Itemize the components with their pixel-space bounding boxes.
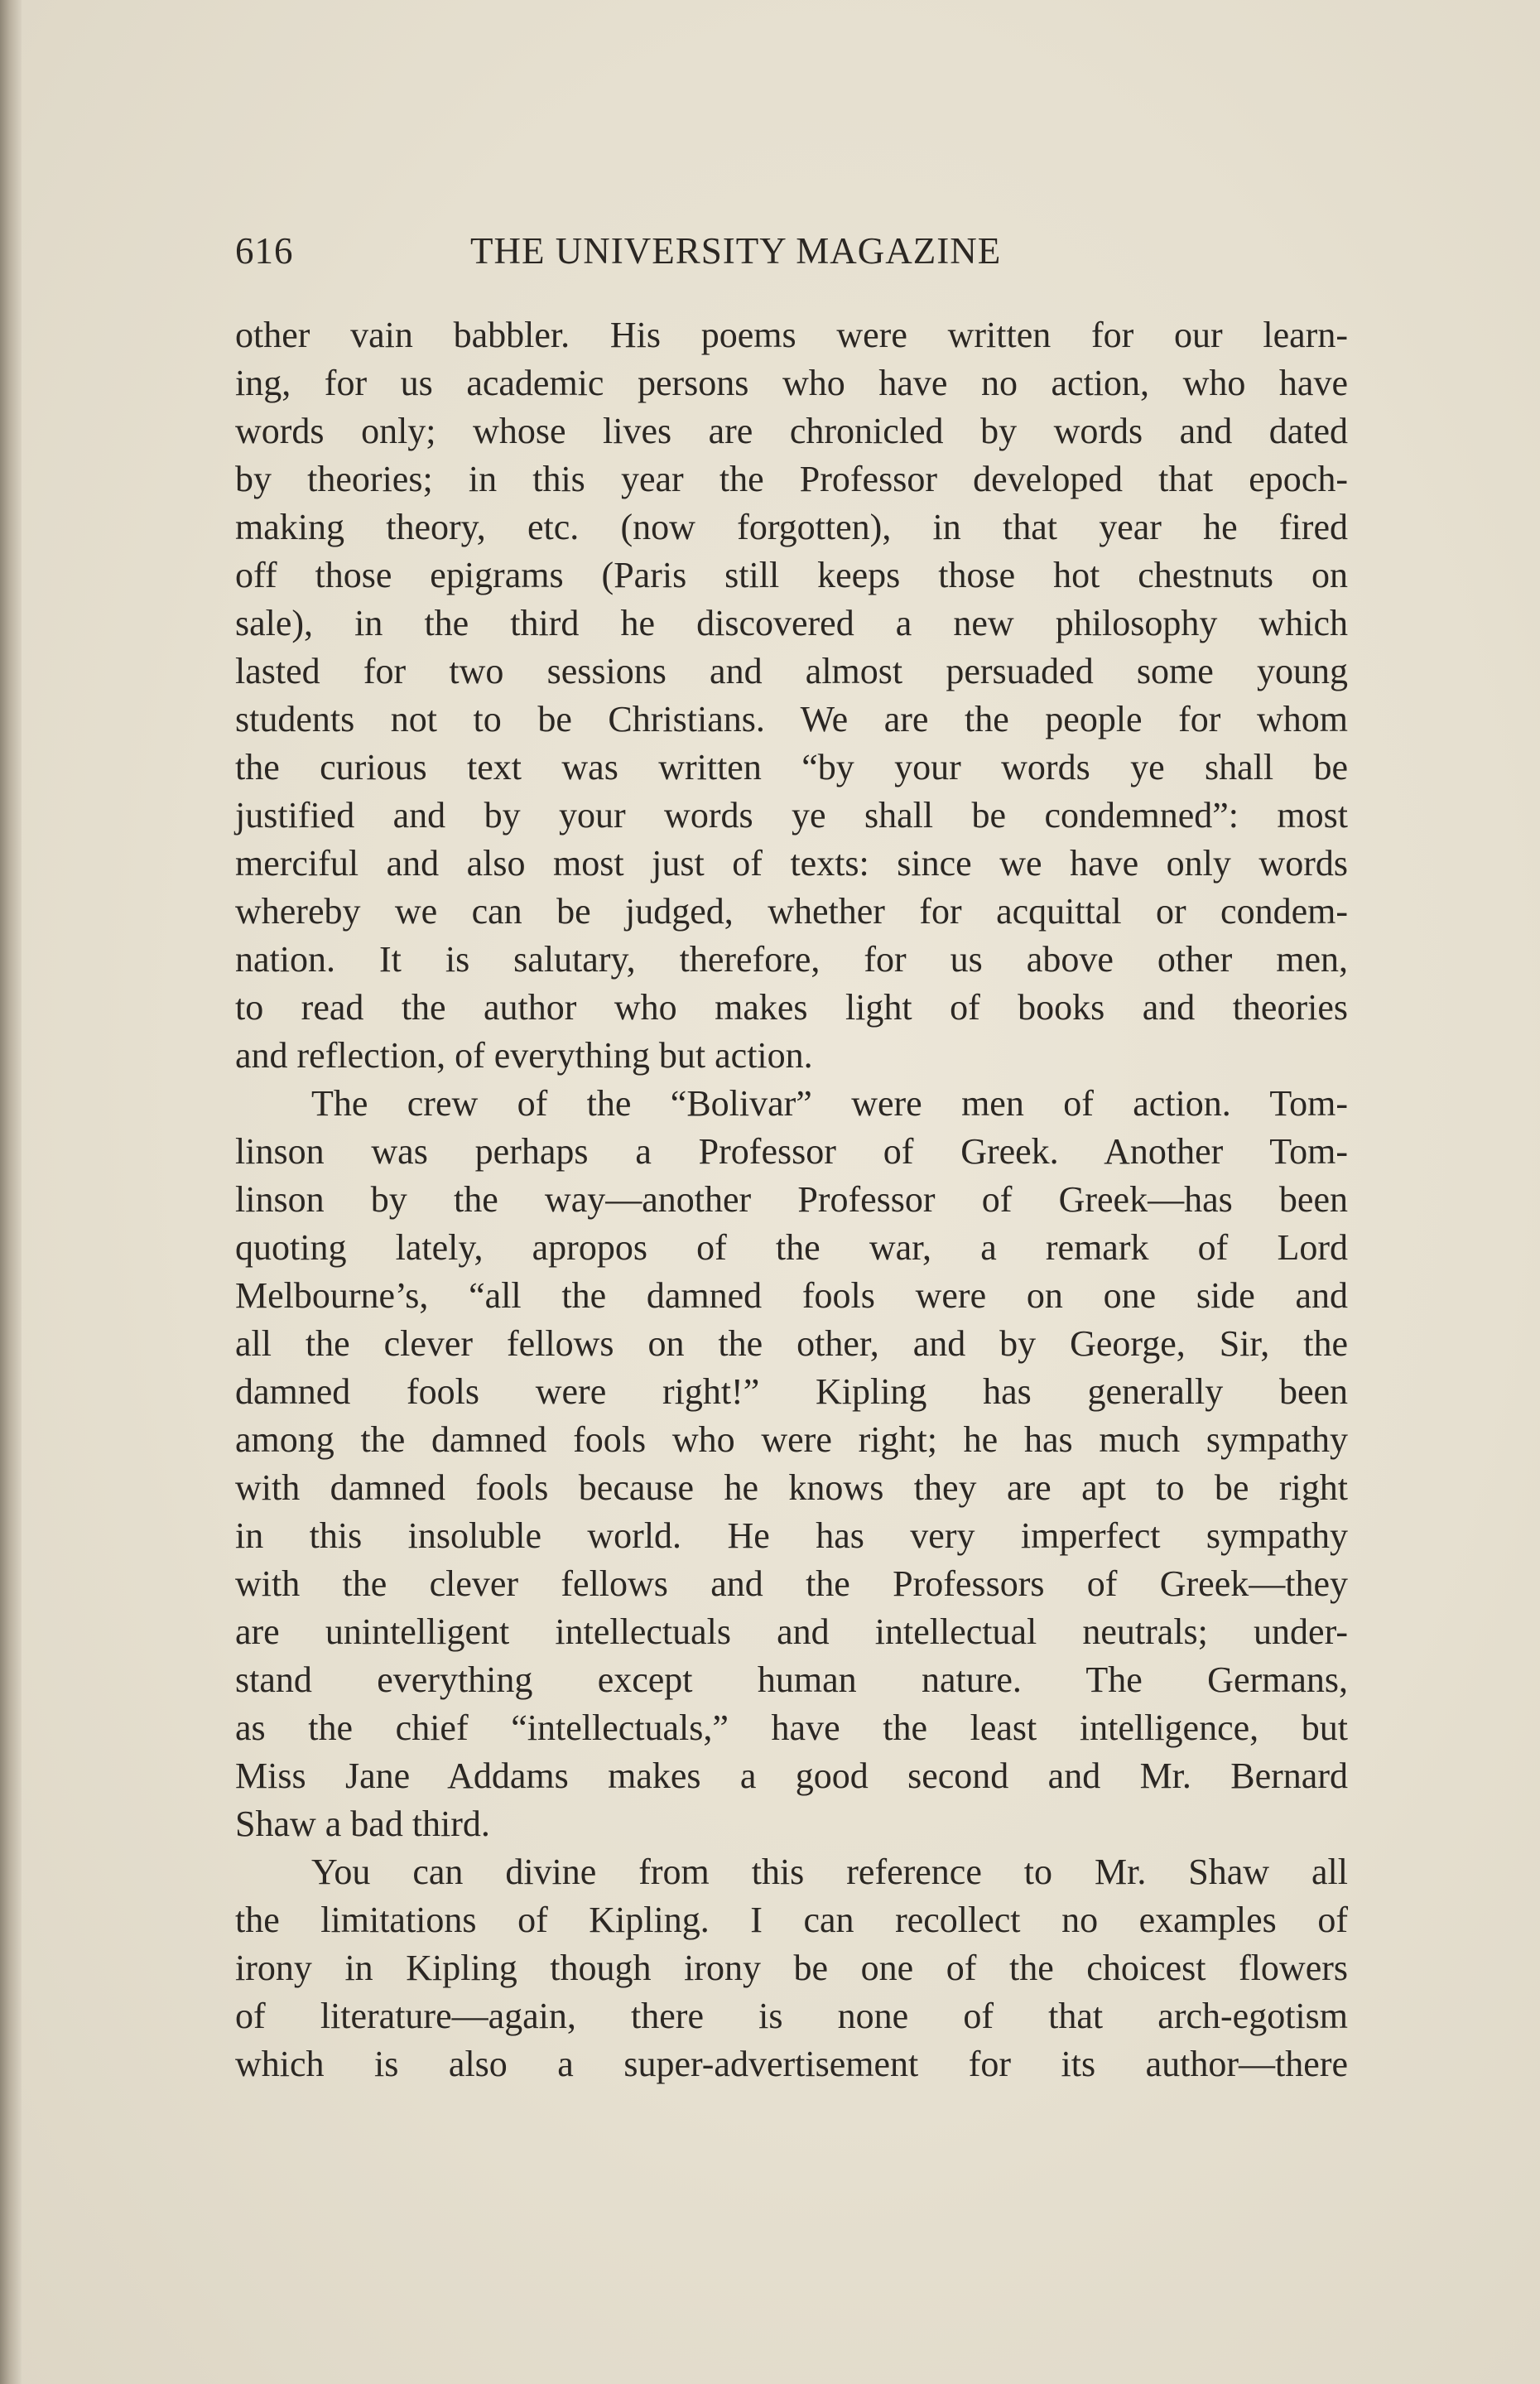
text-line: You can divine from this reference to Mr. Shaw all — [311, 1852, 1348, 1892]
text-line: Shaw a bad third. — [235, 1804, 490, 1844]
text-line: are unintelligent intellectuals and intellectual neutrals; under- — [235, 1611, 1348, 1652]
text-line: linson by the way—another Professor of Greek—has been — [235, 1179, 1348, 1220]
paragraph — [235, 1848, 1348, 2088]
text-line: to read the author who makes light of books and theories — [235, 987, 1348, 1028]
text-line: sale), in the third he discovered a new philosophy which — [235, 603, 1348, 643]
text-line: with damned fools because he knows they are apt to be right — [235, 1467, 1348, 1508]
text-line: damned fools were right!” Kipling has generally been — [235, 1371, 1348, 1412]
text-line: words only; whose lives are chronicled by words and dated — [235, 411, 1348, 451]
body-text — [235, 311, 1348, 2088]
paragraph — [235, 1080, 1348, 1848]
text-line: merciful and also most just of texts: since we have only words — [235, 843, 1348, 884]
text-line: making theory, etc. (now forgotten), in that year he fired — [235, 507, 1348, 547]
text-line: irony in Kipling though irony be one of the choicest flowers — [235, 1948, 1348, 1988]
page-number: 616 — [235, 230, 294, 272]
text-line: with the clever fellows and the Professors of Greek—they — [235, 1563, 1348, 1604]
text-line: of literature—again, there is none of that arch-egotism — [235, 1996, 1348, 2036]
text-line: the curious text was written “by your words ye shall be — [235, 747, 1348, 787]
text-line: other vain babbler. His poems were written for our learn- — [235, 315, 1348, 355]
text-line: The crew of the “Bolivar” were men of action. Tom- — [311, 1083, 1348, 1124]
running-head: THE UNIVERSITY MAGAZINE — [470, 230, 1002, 272]
text-line: in this insoluble world. He has very imperfect sympathy — [235, 1515, 1348, 1556]
text-line: all the clever fellows on the other, and by George, Sir, the — [235, 1323, 1348, 1364]
text-line: as the chief “intellectuals,” have the least intelligence, but — [235, 1707, 1348, 1748]
text-line: Miss Jane Addams makes a good second and Mr. Bernard — [235, 1755, 1348, 1796]
text-line: and reflection, of everything but action. — [235, 1035, 813, 1076]
text-line: lasted for two sessions and almost persuaded some young — [235, 651, 1348, 691]
paragraph — [235, 311, 1348, 1080]
text-line: quoting lately, apropos of the war, a remark of Lord — [235, 1227, 1348, 1268]
text-line: justified and by your words ye shall be condemned”: most — [235, 795, 1348, 836]
text-line: by theories; in this year the Professor developed that epoch- — [235, 459, 1348, 499]
text-line: which is also a super-advertisement for its author—there — [235, 2044, 1348, 2084]
text-line: the limitations of Kipling. I can recollect no examples of — [235, 1900, 1348, 1940]
page-header — [235, 222, 1348, 280]
text-line: Melbourne’s, “all the damned fools were on one side and — [235, 1275, 1348, 1316]
text-line: whereby we can be judged, whether for acquittal or condem- — [235, 891, 1348, 932]
text-line: nation. It is salutary, therefore, for us above other men, — [235, 939, 1348, 980]
book-binding-edge — [0, 0, 22, 2384]
text-line: ing, for us academic persons who have no action, who have — [235, 363, 1348, 403]
text-line: stand everything except human nature. The Germans, — [235, 1659, 1348, 1700]
text-line: students not to be Christians. We are the people for whom — [235, 699, 1348, 739]
text-line: off those epigrams (Paris still keeps those hot chestnuts on — [235, 555, 1348, 595]
text-line: among the damned fools who were right; he has much sympathy — [235, 1419, 1348, 1460]
text-line: linson was perhaps a Professor of Greek. Another Tom- — [235, 1131, 1348, 1172]
